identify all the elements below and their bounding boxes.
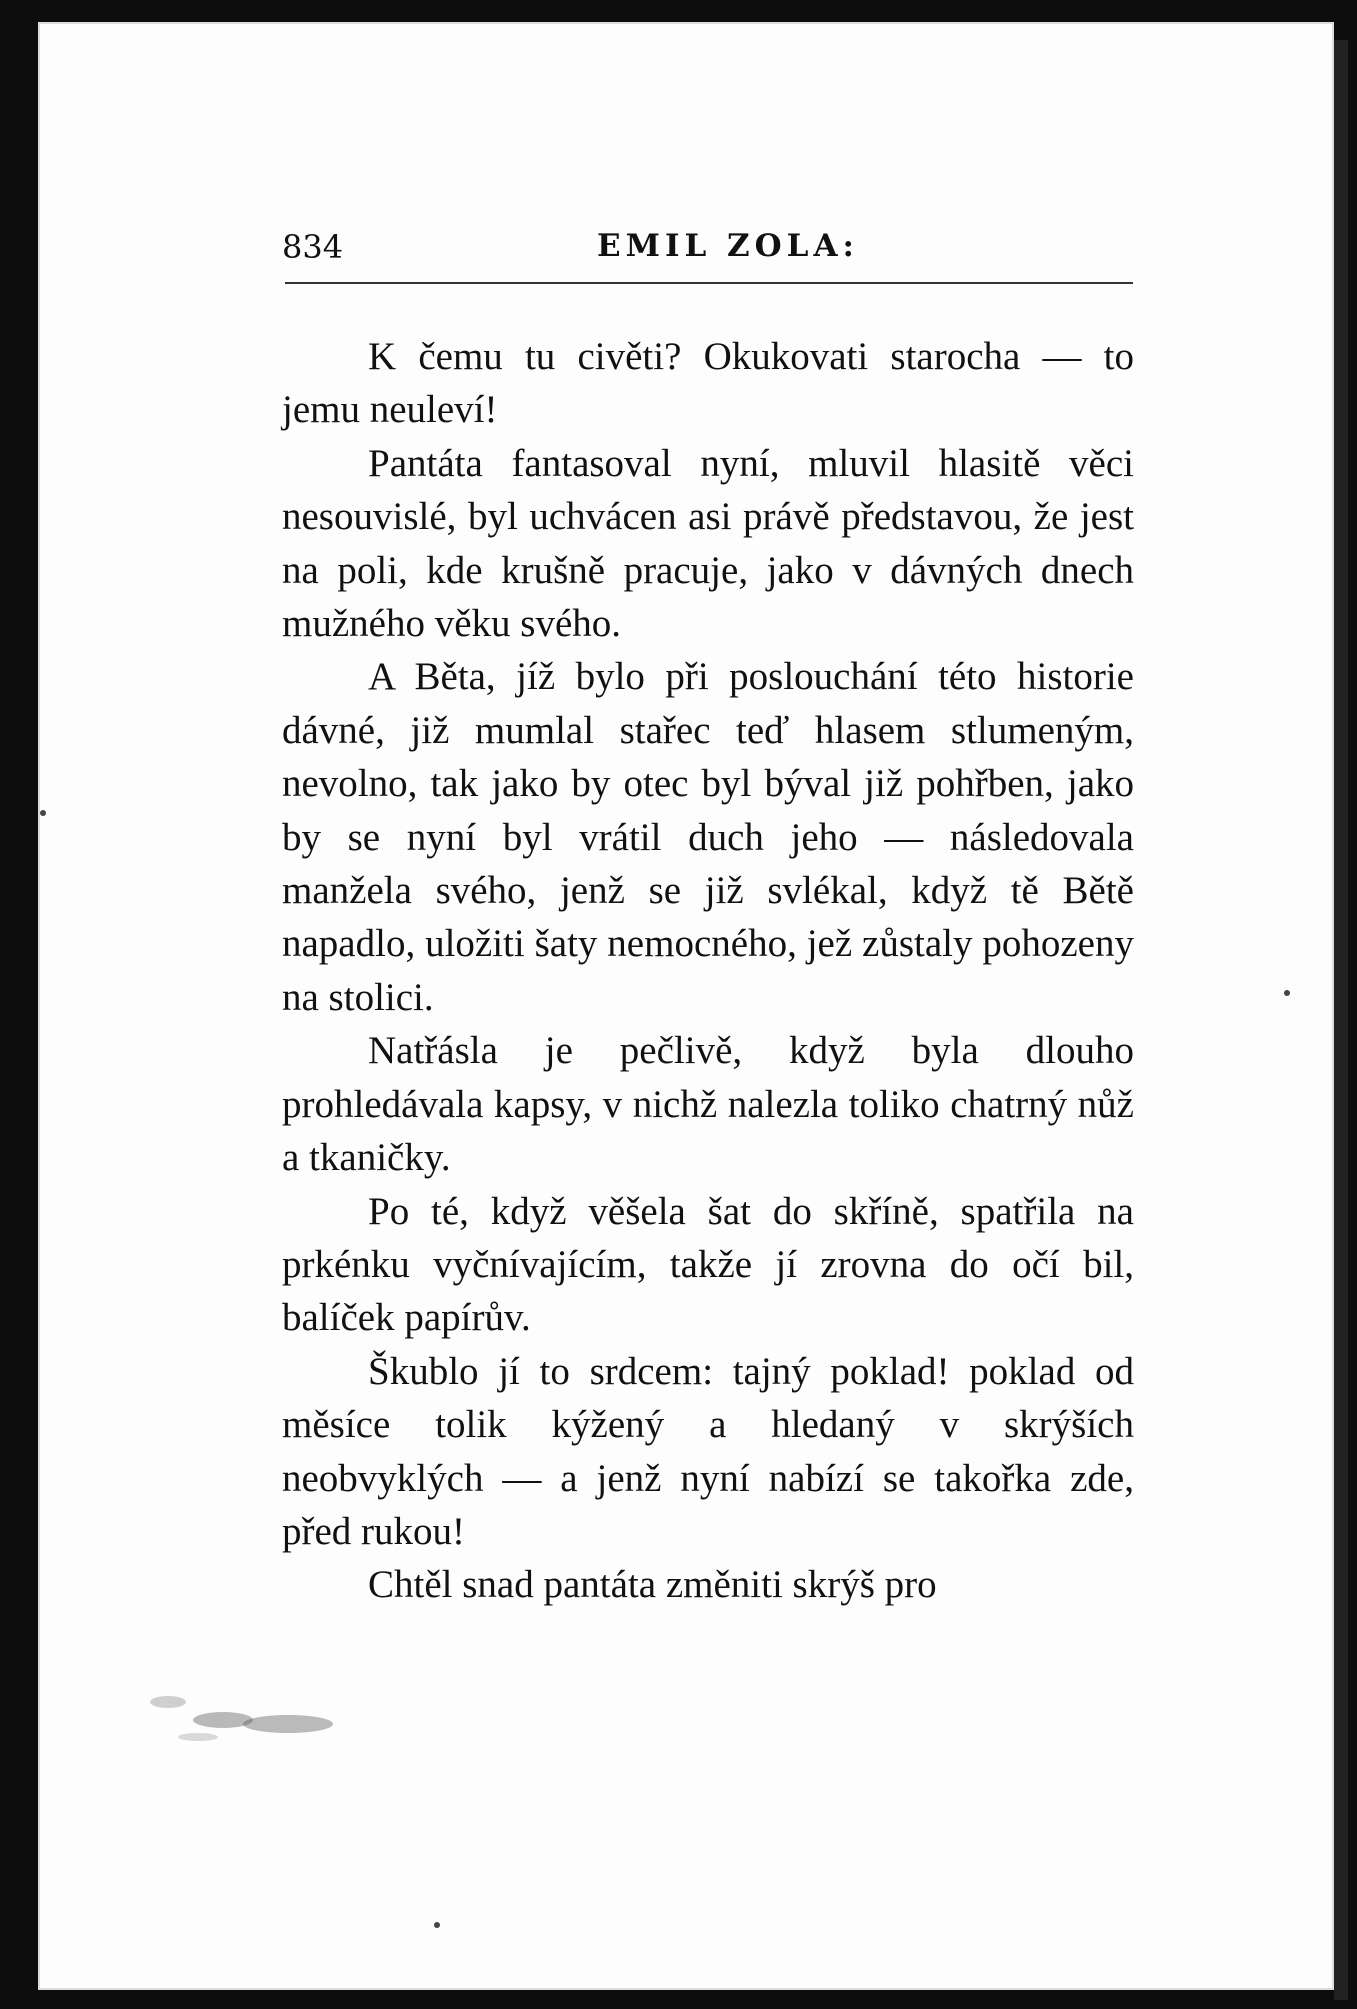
paragraph: A Běta, jíž bylo při poslouchání této historie dávné, již mumlal stařec teď hlasem stlumeným, nevolno, tak jako by otec byl býval již pohřben, jako by se nyní byl vrátil duch jeho — následovala manžela svého, jenž se již svlékal, když tě Bětě napadlo, uložiti šaty nemocného, jež zůstaly pohozeny na stolici. xyxy=(282,655,1134,1019)
paragraph: Pantáta fantasoval nyní, mluvil hlasitě věci nesouvislé, byl uchvácen asi právě představou, že jest na poli, kde krušně pracuje, jako v dávných dnech mužného věku svého. xyxy=(282,441,1134,646)
speck xyxy=(434,1922,440,1928)
book-edge xyxy=(1334,40,1348,2000)
paragraph: Natřásla je pečlivě, když byla dlouho prohledávala kapsy, v nichž nalezla toliko chatrný nůž a tkaničky. xyxy=(282,1029,1134,1180)
paragraph: Po té, když věšela šat do skříně, spatřila na prkénku vyčnívajícím, takže jí zrovna do očí bil, balíček papírův. xyxy=(282,1189,1134,1340)
page-header xyxy=(282,228,1134,268)
speck xyxy=(40,810,46,816)
paragraph: Škublo jí to srdcem: tajný poklad! poklad od měsíce tolik kýžený a hledaný v skrýších neobvyklých — a jenž nyní nabízí se takořka zde, před rukou! xyxy=(282,1349,1134,1553)
speck xyxy=(1284,990,1290,996)
running-head: EMIL ZOLA: xyxy=(597,228,859,264)
body-text xyxy=(282,330,1134,1612)
page-number: 834 xyxy=(282,228,344,266)
header-rule xyxy=(285,282,1133,284)
paragraph: K čemu tu civěti? Okukovati starocha — to jemu neuleví! xyxy=(282,335,1134,432)
ink-smudge xyxy=(128,1682,378,1752)
paragraph: Chtěl snad pantáta změniti skrýš pro xyxy=(368,1563,937,1607)
